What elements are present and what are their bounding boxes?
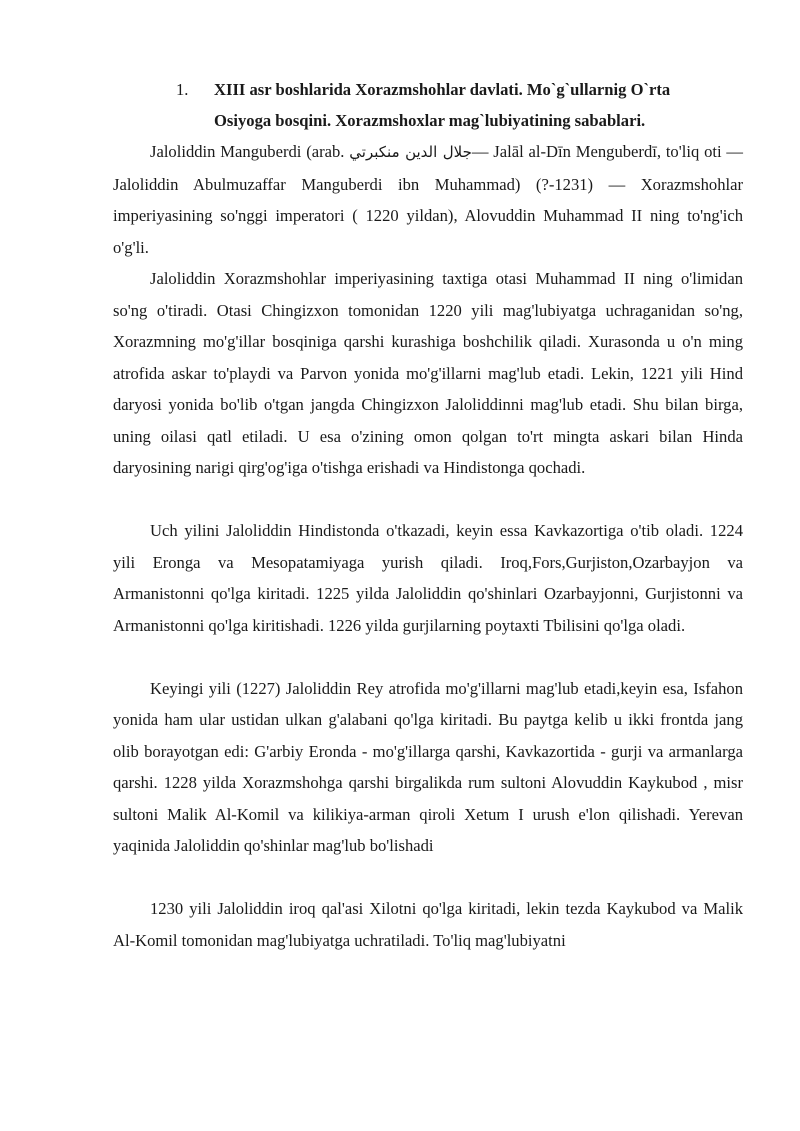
- paragraph-spacer: [113, 484, 743, 516]
- heading-number: 1.: [176, 80, 189, 99]
- paragraph-5: 1230 yili Jaloliddin iroq qal'asi Xilotni qo'lga kiritadi, lekin tezda Kaykubod va Malik Al-Komil tomonidan mag'lubiyatga uchratiladi. To'liq mag'lubiyatni: [113, 899, 743, 950]
- paragraph-1-rest: — Jalāl al-Dīn Menguberdī, to'liq oti — Jaloliddin Abulmuzaffar Manguberdi ibn Muhammad) (?-1231) — Xorazmshohlar imperiyasining so'nggi imperatori ( 1220 yildan), Alovuddin Muhammad II ning to'ng'ich o'g'li.: [113, 142, 744, 257]
- paragraph-2: Jaloliddin Xorazmshohlar imperiyasining taxtiga otasi Muhammad II ning o'limidan so'ng o'tiradi. Otasi Chingizxon tomonidan 1220 yili mag'lubiyatga uchraganidan so'ng, Xorazmning mo'g'illar bosqiniga qarshi kurashiga boshchilik qiladi. Xurasonda u o'n ming atrofida askar to'playdi va Parvon yonida mo'g'illarni mag'lub etadi. Lekin, 1221 yili Hind daryosi yonida bo'lib o'tgan jangda Chingizxon Jaloliddinni mag'lub etadi. Shu bilan birga, uning oilasi qatl etiladi. U esa o'zining omon qolgan to'rt mingta askari bilan Hinda daryosining narigi qirg'og'iga o'tishga erishadi va Hindistonga qochadi.: [113, 269, 743, 477]
- heading-text: [204, 74, 743, 136]
- paragraph-1-start: Jaloliddin Manguberdi (arab.: [150, 142, 345, 161]
- heading-line-2: Osiyoga bosqini. Xorazmshoxlar mag`lubiyatining sabablari.: [214, 111, 646, 130]
- paragraph-3: Uch yilini Jaloliddin Hindistonda o'tkazadi, keyin essa Kavkazortiga o'tib oladi. 1224 yili Eronga va Mesopatamiyaga yurish qiladi. Iroq,Fors,Gurjiston,Ozarbayjon va Armanistonni qo'lga kiritadi. 1225 yilda Jaloliddin qo'shinlari Ozarbayjonni, Gurjistonni va Armanistonni qo'lga kiritishadi. 1226 yilda gurjilarning poytaxti Tbilisini qo'lga oladi.: [113, 521, 743, 635]
- paragraph-1: [113, 136, 743, 263]
- section-heading: [113, 74, 743, 136]
- arabic-name: جلال الدين منكبرتي: [349, 143, 472, 161]
- paragraph-spacer: [113, 641, 743, 673]
- paragraph-4: Keyingi yili (1227) Jaloliddin Rey atrofida mo'g'illarni mag'lub etadi,keyin esa, Isfahon yonida ham ular ustidan ulkan g'alabani qo'lga kiritadi. Bu paytga kelib u ikki frontda jang olib borayotgan edi: G'arbiy Eronda - mo'g'illarga qarshi, Kavkazortida - gurji va armanlarga qarshi. 1228 yilda Xorazmshohga qarshi birgalikda rum sultoni Alovuddin Kaykubod , misr sultoni Malik Al-Komil va kilikiya-arman qiroli Xetum I urush e'lon qilishadi. Yerevan yaqinida Jaloliddin qo'shinlar mag'lub bo'lishadi: [113, 678, 743, 855]
- paragraph-spacer: [113, 862, 743, 894]
- document-page: [113, 74, 743, 956]
- heading-line-1: XIII asr boshlarida Xorazmshohlar davlati. Mo`g`ullarnig O`rta: [214, 80, 671, 99]
